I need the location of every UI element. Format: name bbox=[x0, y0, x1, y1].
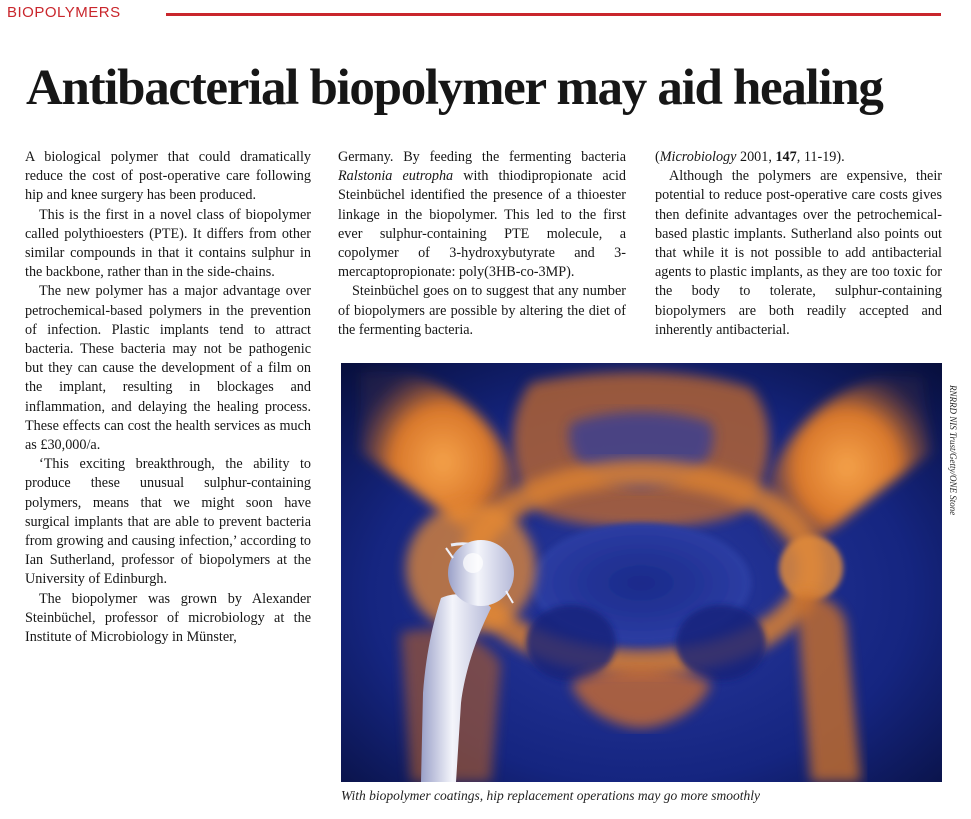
journal-volume: 147 bbox=[775, 149, 797, 165]
text-run: 2001, bbox=[736, 149, 776, 165]
article-column-3 bbox=[655, 148, 942, 340]
paragraph: This is the first in a novel class of biopolymer called polythioesters (PTE). It differs from other similar compounds in that it contains sulphur in the backbone, rather than in the side-chains. bbox=[25, 206, 311, 281]
journal-reference bbox=[655, 148, 942, 167]
article-column-2 bbox=[338, 148, 626, 340]
paragraph: Although the polymers are expensive, their potential to reduce post-operative care costs gives then definite advantages over the petrochemical-based plastic implants. Sutherland also points out that while it is not possible to add antibacterial agents to plastic implants, as they are too toxic for the body to tolerate, sulphur-containing biopolymers are both readily accepted and inherently antibacterial. bbox=[655, 168, 942, 338]
photo-caption: With biopolymer coatings, hip replacement operations may go more smoothly bbox=[341, 788, 760, 803]
text-run: with thiodipropionate acid Steinbüchel identified the presence of a thioester linkage in the biopolymer. This led to the first ever sulphur-containing PTE molecule, a copolymer of 3-hydroxybutyrate and 3-mercaptopropionate: poly(3HB-co-3MP). bbox=[338, 168, 626, 281]
hip-xray-photo bbox=[341, 363, 942, 782]
photo-credit: RNRRD NIS Trust/Getty/ONE Stone bbox=[948, 385, 958, 516]
species-name: Ralstonia eutropha bbox=[338, 168, 454, 185]
text-run: , 11-19). bbox=[796, 149, 845, 165]
paragraph: The biopolymer was grown by Alexander Steinbüchel, professor of microbiology at the Institute of Microbiology in Münster, bbox=[25, 590, 311, 646]
paragraph: ‘This exciting breakthrough, the ability to produce these unusual sulphur-containing polymers, means that we might soon have surgical implants that are able to prevent bacteria from growing and causing infection,’ according to Ian Sutherland, professor of biopolymers at the University of Edinburgh. bbox=[25, 456, 311, 588]
paragraph bbox=[338, 148, 626, 282]
headline: Antibacterial biopolymer may aid healing bbox=[26, 60, 883, 116]
text-run: ( bbox=[655, 149, 660, 165]
paragraph: The new polymer has a major advantage over petrochemical-based polymers in the prevention of infection. Plastic implants tend to attract bacteria. These bacteria may not be pathogenic but they can cause the development of a film on the implant, resulting in blockages and inflammation, and delaying the healing process. These effects can cost the health services as much as £30,000/a. bbox=[25, 283, 311, 454]
journal-name: Microbiology bbox=[659, 149, 737, 165]
paragraph: A biological polymer that could dramatically reduce the cost of post-operative care following hip and knee surgery has been produced. bbox=[25, 149, 311, 204]
text-run: Germany. By feeding the fermenting bacteria bbox=[338, 149, 626, 165]
article-column-1 bbox=[25, 148, 311, 647]
xray-illustration bbox=[341, 363, 942, 782]
section-rule bbox=[166, 13, 941, 16]
paragraph: Steinbüchel goes on to suggest that any number of biopolymers are possible by altering the diet of the fermenting bacteria. bbox=[338, 283, 626, 338]
section-label: BIOPOLYMERS bbox=[7, 4, 121, 21]
